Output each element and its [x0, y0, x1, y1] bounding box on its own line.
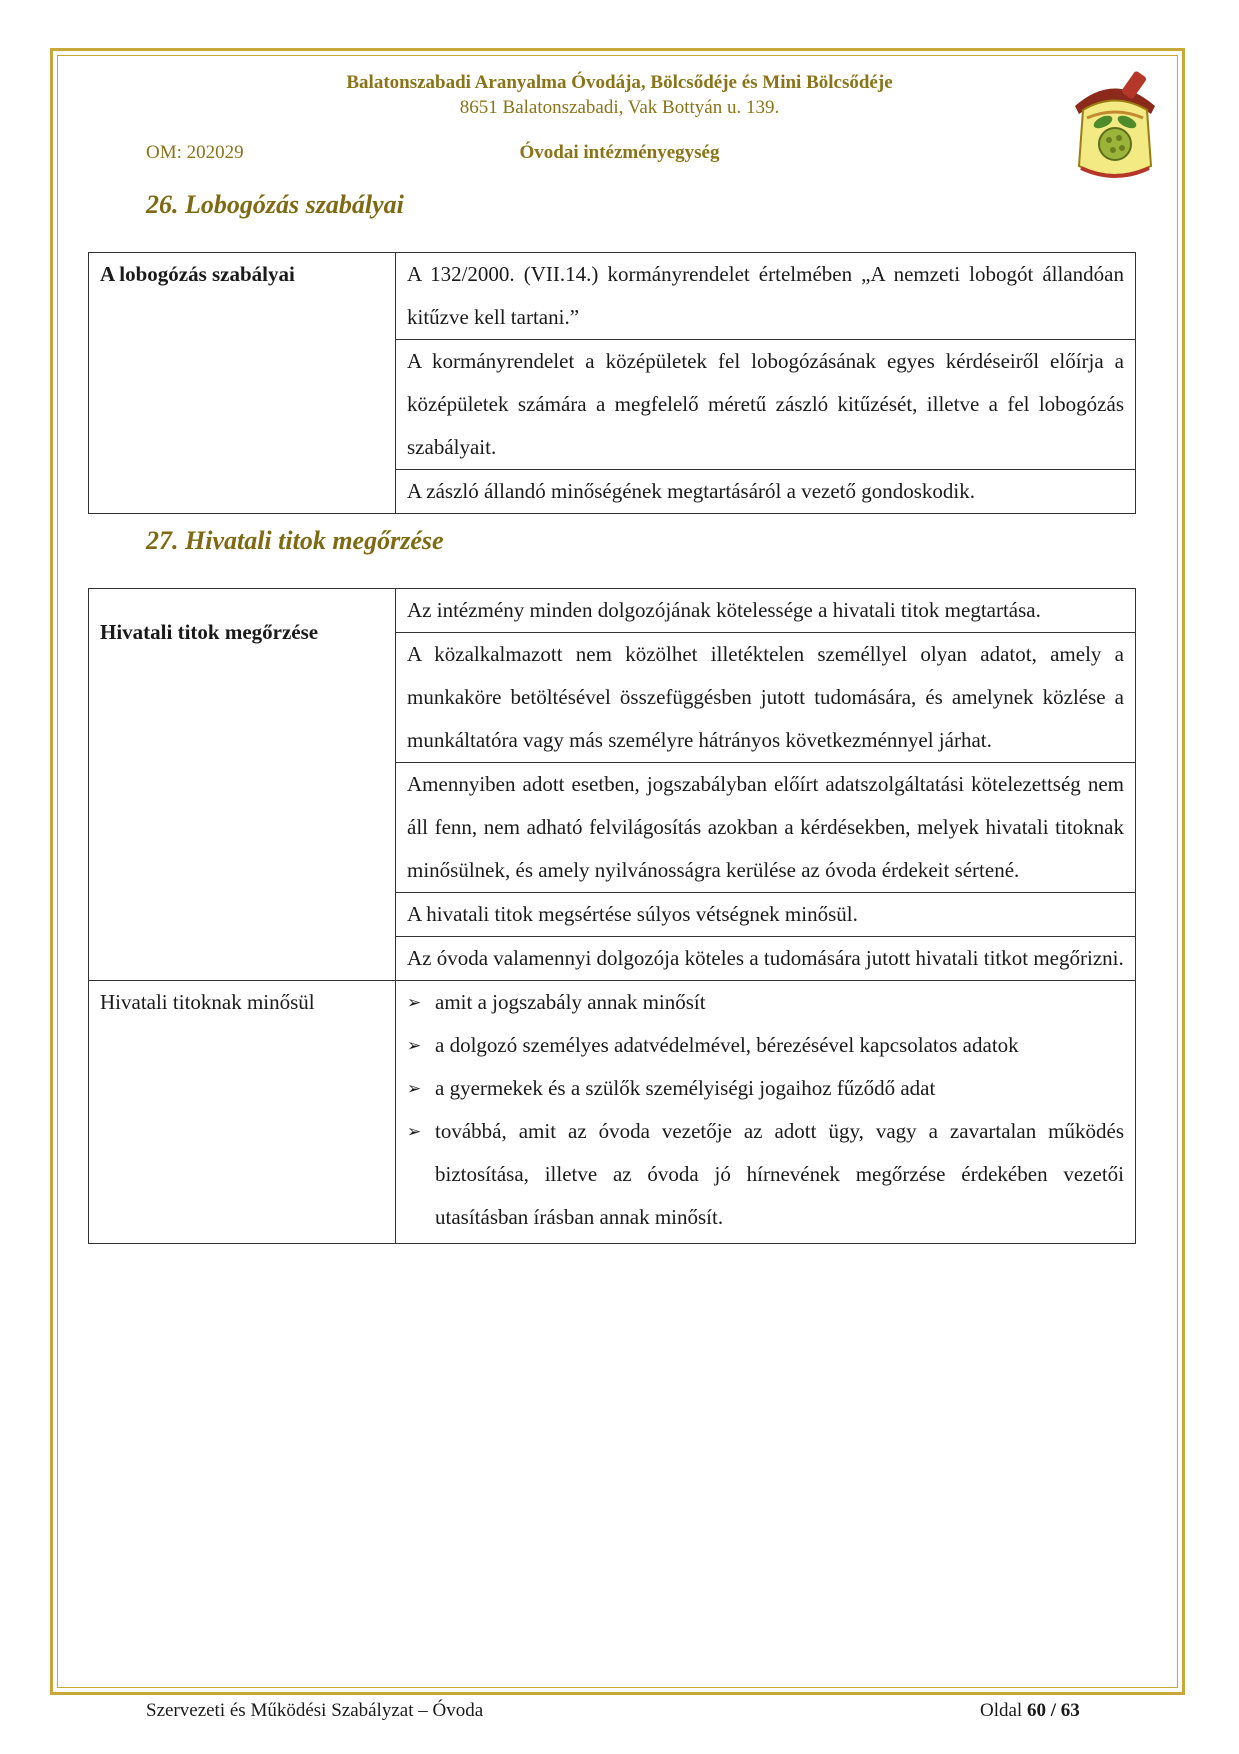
om-number: OM: 202029 — [146, 142, 244, 163]
institution-name: Balatonszabadi Aranyalma Óvodája, Bölcsődéje és Mini Bölcsődéje — [346, 72, 893, 93]
list-item — [407, 1067, 1124, 1110]
institution-address: 8651 Balatonszabadi, Vak Bottyán u. 139. — [459, 97, 780, 118]
qualifies-list — [407, 981, 1124, 1239]
arrow-bullet-icon: ➢ — [407, 1036, 422, 1055]
list-item-text: a dolgozó személyes adatvédelmével, bérezésével kapcsolatos adatok — [435, 1033, 1019, 1057]
section-title-27: 27. Hivatali titok megőrzése — [146, 526, 444, 555]
flag-rules-row: A zászló állandó minőségének megtartásáról a vezető gondoskodik. — [396, 470, 1136, 514]
list-item-text: a gyermekek és a szülők személyiségi jogaihoz fűződő adat — [435, 1076, 936, 1100]
official-secret-row: A közalkalmazott nem közölhet illetéktelen személlyel olyan adatot, amely a munkaköre betöltésével összefüggésben jutott tudomására, és amelynek közlése a munkáltatóra vagy más személyre hátrányos következménnyel járhat. — [396, 633, 1136, 763]
arrow-bullet-icon: ➢ — [407, 1079, 422, 1098]
page-prefix: Oldal — [980, 1700, 1023, 1721]
footer-doc-title: Szervezeti és Működési Szabályzat – Óvoda — [146, 1700, 484, 1721]
qualifies-label: Hivatali titoknak minősül — [89, 981, 396, 1244]
flag-rules-label: A lobogózás szabályai — [89, 253, 396, 514]
list-item — [407, 1024, 1124, 1067]
section-title-26: 26. Lobogózás szabályai — [146, 190, 404, 219]
list-item — [407, 981, 1124, 1024]
official-secret-row: Az óvoda valamennyi dolgozója köteles a tudomására jutott hivatali titkot megőrizni. — [396, 937, 1136, 981]
flag-rules-row: A 132/2000. (VII.14.) kormányrendelet értelmében „A nemzeti lobogót állandóan kitűzve kell tartani.” — [396, 253, 1136, 340]
arrow-bullet-icon: ➢ — [407, 993, 422, 1012]
official-secret-table — [88, 588, 1136, 1244]
qualifies-list-cell — [396, 981, 1136, 1244]
flag-rules-row: A kormányrendelet a középületek fel lobogózásának egyes kérdéseiről előírja a középületek számára a megfelelő méretű zászló kitűzését, illetve a fel lobogózás szabályait. — [396, 340, 1136, 470]
official-secret-row: Az intézmény minden dolgozójának kötelessége a hivatali titok megtartása. — [396, 589, 1136, 633]
list-item-text: amit a jogszabály annak minősít — [435, 990, 706, 1014]
list-item-text: továbbá, amit az óvoda vezetője az adott ügy, vagy a zavartalan működés biztosítása, illetve az óvoda jó hírnevének megőrzése érdekében vezetői utasításban írásban annak minősít. — [435, 1119, 1124, 1229]
official-secret-label — [89, 589, 396, 981]
page-current: 60 — [1026, 1700, 1046, 1721]
list-item — [407, 1110, 1124, 1239]
official-secret-label-text: Hivatali titok megőrzése — [100, 619, 319, 644]
page-total: 63 — [1060, 1700, 1080, 1721]
official-secret-row: Amennyiben adott esetben, jogszabályban előírt adatszolgáltatási kötelezettség nem áll fenn, nem adható felvilágosítás azokban a kérdésekben, melyek hivatali titoknak minősülnek, és amely nyilvánosságra kerülése az óvoda érdekeit sértené. — [396, 763, 1136, 893]
unit-name: Óvodai intézményegység — [519, 142, 720, 163]
kindergarten-logo-icon — [1055, 66, 1175, 186]
official-secret-row: A hivatali titok megsértése súlyos vétségnek minősül. — [396, 893, 1136, 937]
footer-page-number — [980, 1700, 1080, 1722]
arrow-bullet-icon: ➢ — [407, 1122, 422, 1141]
page-separator: / — [1050, 1700, 1056, 1721]
flag-rules-table — [88, 252, 1136, 514]
